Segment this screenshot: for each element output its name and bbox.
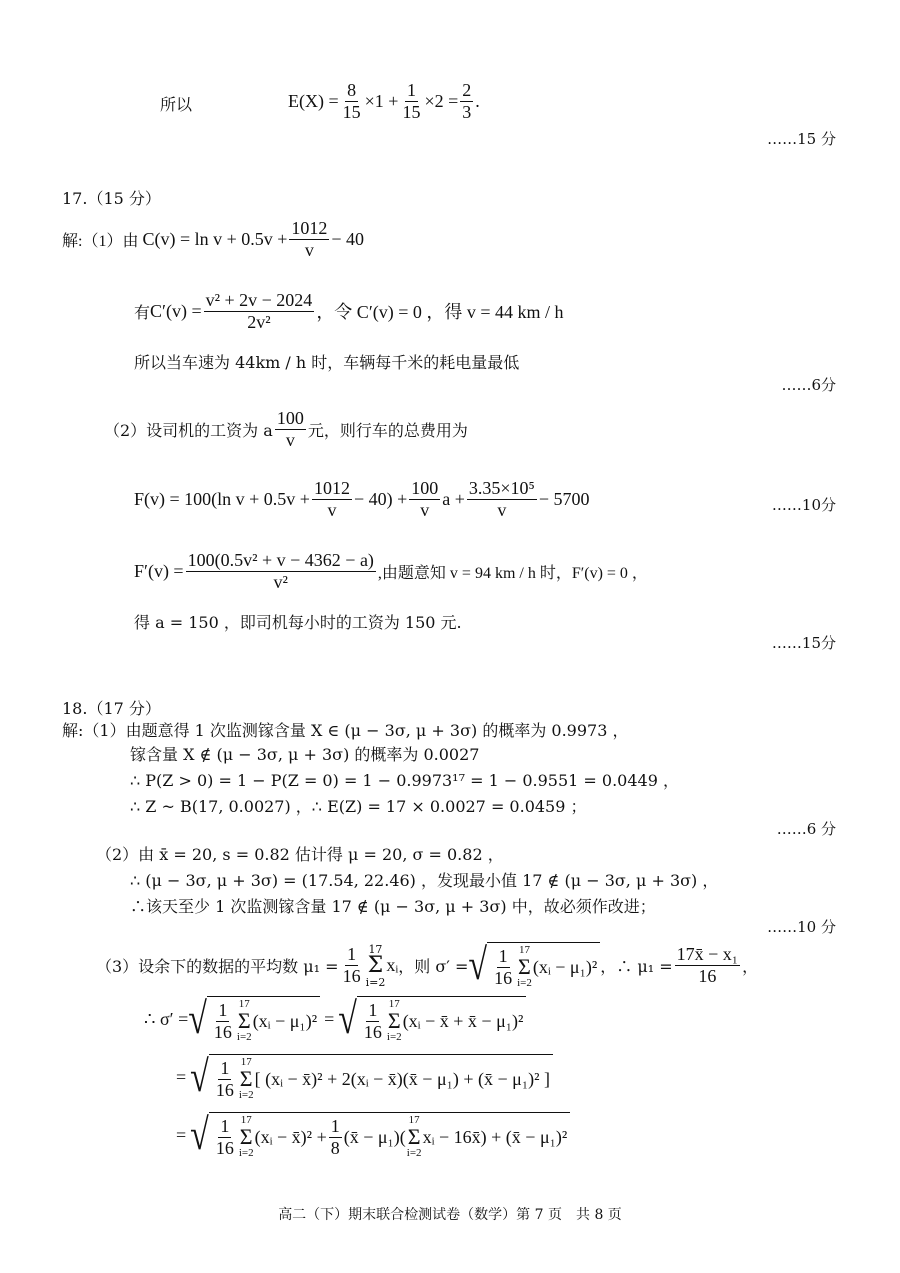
q18-p1-line3: ∴ P(Z > 0) = 1 − P(Z = 0) = 1 − 0.9973¹⁷ = 1 − 0.9551 = 0.0449 ，	[130, 771, 679, 790]
q17-score-6: ……6分	[781, 376, 836, 394]
q18-score-10: ……10 分	[767, 918, 836, 936]
q17-heading: 17.（15 分）	[62, 189, 161, 208]
q18-p2-line2: ∴ (μ − 3σ, μ + 3σ) = (17.54, 22.46) ，发现最小值 17 ∉ (μ − 3σ, μ + 3σ) ，	[130, 871, 719, 890]
q18-score-6: ……6 分	[776, 820, 836, 838]
q17-result: 得 a = 150 ，即司机每小时的工资为 150 元.	[134, 613, 462, 632]
page-footer: 高二（下）期末联合检测试卷（数学）第 7 页 共 8 页	[278, 1207, 622, 1223]
q17-score-15: ……15分	[771, 634, 836, 652]
q18-p1-line2: 镓含量 X ∉ (μ − 3σ, μ + 3σ) 的概率为 0.0027	[130, 745, 480, 764]
q18-p1-line4: ∴ Z ~ B(17, 0.0027) ，∴ E(Z) = 17 × 0.0027 = 0.0459 ；	[130, 797, 587, 816]
q17-score-10: ……10分	[771, 496, 836, 514]
q17-total-cost: F(v) = 100(ln v + 0.5v + $\frac{1012}{v}$ − 40) + $\frac{100}{v}$ a + $\frac{\text{3.35×10⁵}}{v}$ − 5700	[134, 478, 590, 520]
q18-p3-line1: （3）设余下的数据的平均数 μ₁ = $\frac{1}{16}$ 17 Σ i=2 xᵢ ，则 σ′ = √ $\frac{1}{16}$ 17 Σ i=2 (xᵢ − μ₁)² ，∴ μ₁ = $\frac{\text{17x̄ − x₁}}{16}$ ，	[96, 940, 759, 989]
q17-derivative: 有 C′(v) = $\frac{\text{v² + 2v − 2024}}{\text{2v²}}$ ，令 C′(v) = 0 ，得 v = 44 km / h	[134, 290, 564, 332]
q18-sigma-line2: = √ $\frac{1}{16}$ 17 Σ i=2 [ (xᵢ − x̄)² + 2(xᵢ − x̄)(x̄ − μ₁) + (x̄ − μ₁)² ]	[176, 1054, 553, 1101]
q18-heading: 18.（17 分）	[62, 699, 161, 718]
q17-min-statement: 所以当车速为 44km / h 时，车辆每千米的耗电量最低	[134, 353, 520, 372]
q18-p2-line3: ∴该天至少 1 次监测镓含量 17 ∉ (μ − 3σ, μ + 3σ) 中，故必须作改进；	[130, 897, 656, 916]
score-15: ……15 分	[767, 130, 836, 148]
expectation-formula: E(X) = $\frac{8}{15}$ ×1 + $\frac{1}{15}$ ×2 = $\frac{2}{3}$ .	[288, 80, 480, 122]
q18-p1-line1: 解:（1）由题意得 1 次监测镓含量 X ∈ (μ − 3σ, μ + 3σ) 的概率为 0.9973 ，	[62, 721, 629, 740]
q17-cost-function: 解:（1）由 C(v) = ln v + 0.5v + $\frac{1012}{v}$ − 40	[62, 218, 365, 260]
q18-sigma-line1: ∴ σ′ = √ $\frac{1}{16}$ 17 Σ i=2 (xᵢ − μ₁)² = √ $\frac{1}{16}$ 17 Σ i=2 (xᵢ − x̄ + x̄ − μ₁)²	[144, 996, 526, 1043]
q18-sigma-line3: = √ $\frac{1}{16}$ 17 Σ i=2 (xᵢ − x̄)² + $\frac{1}{8}$ (x̄ − μ₁)( 17 Σ i=2 xᵢ − 16x̄) + (x̄ − μ₁)²	[176, 1112, 570, 1159]
q17-part2-setup: （2）设司机的工资为 a $\frac{100}{v}$ 元，则行车的总费用为	[104, 408, 468, 450]
q17-total-cost-derivative: F′(v) = $\frac{\text{100(0.5v² + v − 4362 − a)}}{\text{v²}}$ ,由题意知 v = 94 km / h 时，F′(v) = 0 ，	[134, 550, 648, 592]
q18-p2-line1: （2）由 x̄ = 20, s = 0.82 估计得 μ = 20, σ = 0.82 ，	[96, 845, 504, 864]
so-label: 所以	[160, 95, 193, 114]
